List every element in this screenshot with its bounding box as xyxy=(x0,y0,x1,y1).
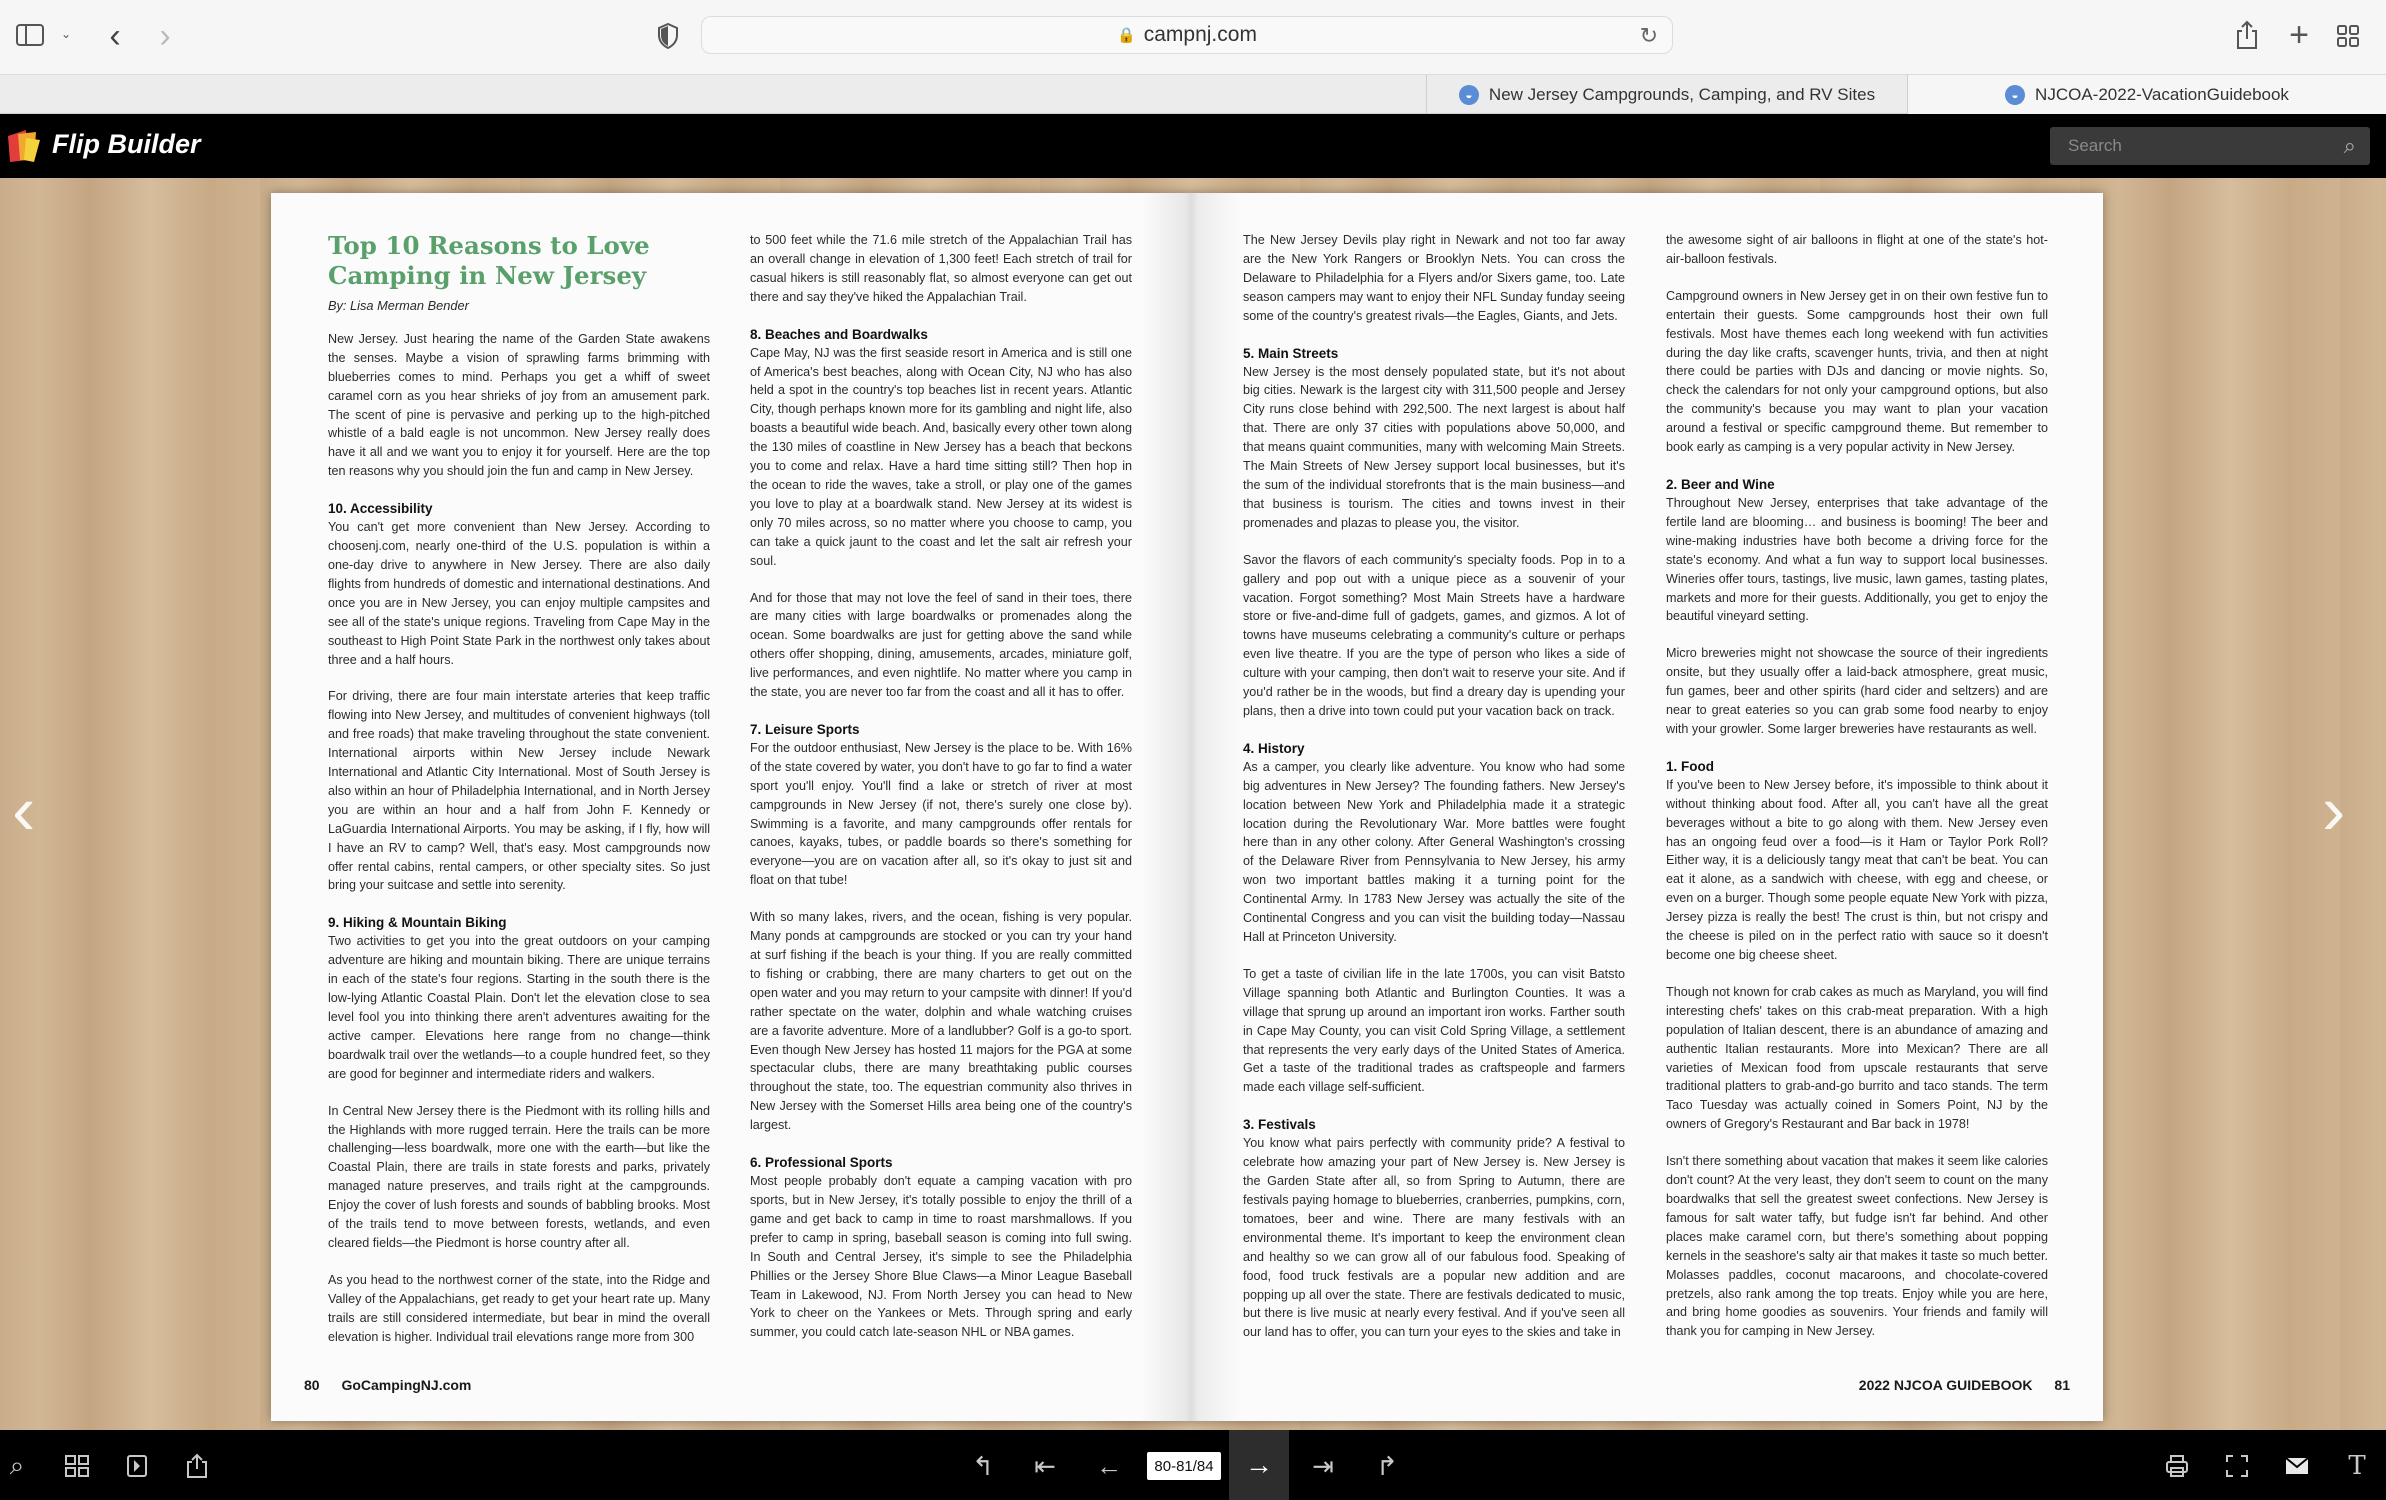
article-paragraph: You can't get more convenient than New Jersey. According to choosenj.com, nearly one-third of the U.S. population is within a one-day drive to anywhere in New Jersey. There are also daily flights from hundreds of domestic and international destinations. And once you are in New Jersey, you can enjoy multiple campsites and see all of the state's unique regions. Traveling from Cape May in the southeast to High Point State Park in the northwest only takes about three and a half hours. xyxy=(328,520,710,667)
left-page-footer xyxy=(304,1377,471,1393)
article-paragraph: And for those that may not love the feel of sand in their toes, there are many cities with large boardwalks or promenades along the ocean. Some boardwalks are just for getting above the sand while others offer shopping, dining, amusements, arcades, miniature golf, live performances, and even nightlife. No matter where you camp in the state, you are never too far from the coast and all it has to offer. xyxy=(750,590,1132,700)
forward-icon[interactable]: › xyxy=(159,16,171,55)
article-paragraph: In Central New Jersey there is the Piedmont with its rolling hills and the Highlands with more rugged terrain. Here the trails can be more challenging—less boardwalk, more one with the earth—but like the Coastal Plain, there are trails in state forests and parks, privately managed nature preserves, and trails right at the campgrounds. Enjoy the cover of lush forests and sounds of babbling brooks. Most of the trails tend to move between forests, wetlands, and even cleared fields—the Piedmont is horse country after all. xyxy=(328,1103,710,1250)
new-tab-icon[interactable]: + xyxy=(2289,15,2309,54)
article-paragraph: Most people probably don't equate a camping vacation with pro sports, but in New Jersey, it's totally possible to enjoy the thrill of a game and get back to camp in time to roast marshmallows. If you prefer to camp in spring, baseball season is coming into full swing. In South and Central Jersey, it's simple to see the Philadelphia Phillies or the Jersey Shore Blue Claws—a Minor League Baseball Team in Lakewood, NJ. From North Jersey you can head to New York to cheer on the Yankees or Mets. Through spring and early summer, you could catch late-season NHL or NBA games. xyxy=(750,1174,1132,1340)
next-page-arrow-icon[interactable]: › xyxy=(2322,771,2346,849)
first-page-icon[interactable]: ⇤ xyxy=(1034,1450,1056,1481)
article-paragraph: the awesome sight of air balloons in flight at one of the state's hot-air-balloon festivals. xyxy=(1666,233,2048,266)
next-page-button[interactable]: → xyxy=(1229,1430,1289,1500)
url-text: campnj.com xyxy=(1143,23,1257,46)
article-paragraph: You know what pairs perfectly with community pride? A festival to celebrate how amazing your part of New Jersey is. New Jersey is the Garden State after all, so from Spring to Autumn, there are festivals paying homage to blueberries, cranberries, pumpkins, corn, tomatoes, beer and wine. There are many festivals with an environmental theme. It's important to keep the environment clean and healthy so we can grow all of our fabulous food. Speaking of food, food truck festivals are a popular new addition and are popping up all over the state. There are festivals dedicated to music, but there is live music at nearly every festival. And if you've seen all our land has to offer, you can turn your eyes to the skies and take in xyxy=(1243,1136,1625,1340)
article-paragraph: Micro breweries might not showcase the source of their ingredients onsite, but they usually offer a laid-back atmosphere, great music, fun games, beer and other spirits (hard cider and seltzers) and are near to great eateries so you can grab some food nearby to enjoy with your growler. Some larger breweries have restaurants as well. xyxy=(1666,646,2048,736)
tab-bar xyxy=(0,74,2386,114)
right-footer-guide: 2022 NJCOA GUIDEBOOK xyxy=(1858,1377,2033,1393)
share-icon[interactable] xyxy=(180,1450,214,1482)
column-2 xyxy=(750,231,1132,1360)
left-page-number: 80 xyxy=(304,1377,320,1393)
article-byline: By: Lisa Merman Bender xyxy=(328,298,469,313)
section-heading: 4. History xyxy=(1243,740,1305,756)
tab-overview-icon[interactable] xyxy=(2334,22,2362,50)
article-paragraph: New Jersey is the most densely populated state, but it's not about big cities. Newark is the largest city with 311,500 people and Jersey City runs close behind with 292,500. The next largest is about half that. There are only 37 cities with populations above 50,000, and that means quaint communities, many with welcoming Main Streets. The Main Streets of New Jersey support local businesses, but it's the sum of the individual storefronts that is the main business—and that business is tourism. The cities and towns invest in their promenades and plazas to please you, the visitor. xyxy=(1243,364,1625,530)
article-paragraph: As you head to the northwest corner of the state, into the Ridge and Valley of the Appalachians, get ready to get your heart rate up. Many trails are still considered intermediate, but bear in mind the overall elevation is higher. Individual trail elevations range more from 300 xyxy=(328,1272,711,1344)
article-paragraph: Though not known for crab cakes as much as Maryland, you will find interesting chefs' takes on this crab-meat preparation. With a high population of Italian descent, there is an abundance of amazing and authentic Italian restaurants. More into Mexican? There are all varieties of Mexican food from upscale restaurants that serve traditional platters to grab-and-go burrito and taco stands. The term Taco Tuesday was actually coined in Somers Point, NJ by the owners of Gregory's Restaurant and Bar back in 1978! xyxy=(1666,984,2048,1132)
search-icon[interactable]: ⌕ xyxy=(2343,133,2356,158)
previous-page-icon[interactable]: ← xyxy=(1096,1450,1122,1481)
section-heading: 10. Accessibility xyxy=(328,501,433,517)
section-heading: 8. Beaches and Boardwalks xyxy=(750,326,928,342)
tab-guidebook[interactable] xyxy=(1908,75,2386,114)
section-heading: 5. Main Streets xyxy=(1243,345,1339,361)
page-indicator[interactable]: 80-81/84 xyxy=(1147,1452,1221,1480)
tab-campgrounds[interactable] xyxy=(1426,75,1908,114)
section-heading: 3. Festivals xyxy=(1243,1117,1316,1133)
column-4 xyxy=(1666,231,2048,1359)
search-placeholder: Search xyxy=(2068,136,2122,155)
flipbuilder-logo-icon xyxy=(4,126,40,162)
right-page-number: 81 xyxy=(2054,1377,2070,1393)
article-paragraph: Isn't there something about vacation that makes it seem like calories don't count? At the very least, they don't seem to count on the many boardwalks that sell the greatest sweet confections. New Jersey is famous for salt water taffy, but fudge isn't far behind. And other places make caramel corn, but there's something about popping kernels in the seashore's salty air that makes it taste so much better. Molasses paddles, coconut macaroons, and chocolate-covered pretzels, also rank among the top treats. Enjoy while you are here, and bring home goodies as souvenirs. Your friends and family will thank you for camping in New Jersey. xyxy=(1666,1154,2048,1339)
left-footer-site: GoCampingNJ.com xyxy=(341,1377,472,1393)
article-paragraph: To get a taste of civilian life in the late 1700s, you can visit Batsto Village spanning both Atlantic and Burlington Counties. It was a village that sprung up around an important iron works. Farther south in Cape May County, you can visit Cold Spring Village, a settlement that represents the very early days of the United States of America. Get a taste of the traditional trades as craftspeople and farmers made each village self-sufficient. xyxy=(1243,966,1625,1095)
column-1 xyxy=(328,231,710,1365)
bookmark-icon[interactable] xyxy=(120,1450,154,1482)
flipbuilder-header xyxy=(0,114,2386,178)
thumbnails-icon[interactable] xyxy=(60,1450,94,1482)
flip-forward-icon[interactable]: ↱ xyxy=(1376,1450,1398,1481)
reload-icon[interactable]: ↻ xyxy=(1639,23,1658,48)
article-paragraph: For driving, there are four main interstate arteries that keep traffic flowing into New Jersey, and multitudes of convenient highways (toll and free roads) that make traveling throughout the state convenient. International airports within New Jersey include Newark International and Atlantic City International. Most of South Jersey is also within an hour of Philadelphia International, and in North Jersey you are within an hour and a half from John F. Kennedy or LaGuardia International Airports. You may be asking, if I fly, how will I have an RV to camp? Well, that's easy. Most campgrounds now offer rental cabins, rental campers, or other specialty sites. So just bring your suitcase and settle into serenity. xyxy=(328,689,710,893)
lock-icon: 🔒 xyxy=(1117,27,1136,44)
section-heading: 7. Leisure Sports xyxy=(750,721,860,737)
flipbuilder-logo-text: Flip Builder xyxy=(52,128,201,159)
reader-bottom-bar xyxy=(0,1430,2386,1500)
flip-back-icon[interactable]: ↰ xyxy=(972,1450,994,1481)
back-icon[interactable]: ‹ xyxy=(109,16,121,55)
email-icon[interactable] xyxy=(2280,1450,2314,1482)
article-paragraph: As a camper, you clearly like adventure. You know who had some big adventures in New Jersey? The founding fathers. New Jersey's location between New York and Philadelphia made it a strategic location during the Revolutionary War. More battles were fought here than in any other colony. After General Washington's crossing of the Delaware River from Pennsylvania to New Jersey, his army won two important battles making it a turning point for the Continental Army. In 1783 New Jersey was actually the site of the Continental Congress and you can visit the building today—Nassau Hall at Princeton University. xyxy=(1243,759,1625,944)
chevron-down-icon[interactable]: ⌄ xyxy=(60,27,72,41)
zoom-icon[interactable]: ⌕ xyxy=(9,1450,25,1480)
article-paragraph: New Jersey. Just hearing the name of the Garden State awakens the senses. Maybe a vision of sprawling farms brimming with blueberries comes to mind. Perhaps you get a whiff of sweet caramel corn as you hear shrieks of joy from an amusement park. The scent of pine is pervasive and perking up to the high-pitched whistle of a bald eagle is not uncommon. New Jersey really does have it all and we want you to enjoy it for yourself. Here are the top ten reasons why you should join the fun and camp in New Jersey. xyxy=(328,331,710,479)
privacy-shield-icon[interactable] xyxy=(654,22,682,50)
sidebar-toggle-icon[interactable] xyxy=(14,22,46,48)
article-paragraph: Throughout New Jersey, enterprises that take advantage of the fertile land are blooming… and business is booming! The beer and wine-making industries have both become a driving force for the state's economy. And what a fun way to support local businesses. Wineries offer tours, tastings, live music, lawn games, tasting plates, markets and more for their guests. Additionally, you get to enjoy the beautiful vineyard setting. xyxy=(1666,495,2048,624)
article-paragraph: Campground owners in New Jersey get in on their own festive fun to entertain their guests. Some campgrounds host their own full festivals. Most have themes each long weekend with fun activities during the day like crafts, scavenger hunts, trivia, and then at night there could be parties with DJs and dancing or movie nights. So, check the calendars for not only your campground options, but also the community's because you may want to plan your vacation around a festival or specific campground theme. But remember to book early as camping is a very popular activity in New Jersey. xyxy=(1666,288,2048,455)
section-heading: 2. Beer and Wine xyxy=(1666,476,1775,492)
article-paragraph: For the outdoor enthusiast, New Jersey is the place to be. With 16% of the state covered by water, you don't have to go far to find a water sport you'll enjoy. You'll find a lake or stretch of river at most campgrounds in New Jersey (if not, there's surely one close by). Swimming is a favorite, and many campgrounds offer rentals for canoes, kayaks, tubes, or paddle boards so there's something for everyone—you are on vacation after all, so it's okay to just sit and float on that tube! xyxy=(750,740,1132,888)
right-page-footer xyxy=(1859,1377,2070,1393)
site-favicon-icon: ◒ xyxy=(1459,85,1479,105)
address-bar[interactable] xyxy=(701,16,1673,54)
fullscreen-icon[interactable] xyxy=(2220,1450,2254,1482)
search-input[interactable] xyxy=(2050,127,2370,165)
article-paragraph: to 500 feet while the 71.6 mile stretch of the Appalachian Trail has an overall change in elevation of 1,300 feet! Each stretch of trail for casual hikers is still reasonably flat, so almost everyone can get out there and say they've hiked the Appalachian Trail. xyxy=(750,233,1132,304)
article-paragraph: Cape May, NJ was the first seaside resort in America and is still one of America's best beaches, along with Ocean City, NJ who has also held a spot in the country's top beaches list in recent years. Atlantic City, though perhaps known more for its gambling and night life, also boasts a beautiful wide beach. And, basically every other town along the 130 miles of coastline in New Jersey has a beach that beckons you to come and relax. Have a hard time sitting still? Then hop in the ocean to ride the waves, take a stroll, or play one of the games you love to play at a boardwalk stand. New Jersey at its widest is only 70 miles across, so no matter where you choose to camp, you can take a quick jaunt to the coast and let the salt air refresh your soul. xyxy=(750,345,1132,568)
section-heading: 9. Hiking & Mountain Biking xyxy=(328,915,507,931)
section-heading: 1. Food xyxy=(1666,758,1714,774)
tab-label: NJCOA-2022-VacationGuidebook xyxy=(2035,84,2289,104)
site-favicon-icon: ◒ xyxy=(2005,85,2025,105)
flipbuilder-logo[interactable] xyxy=(4,126,201,162)
article-paragraph: The New Jersey Devils play right in Newark and not too far away are the New York Rangers or Brooklyn Nets. You can cross the Delaware to Philadelphia for a Flyers and/or Sixers game, too. Late season campers may want to enjoy their NFL Sunday funday seeing some of the country's greatest rivals—the Eagles, Giants, and Jets. xyxy=(1243,233,1625,323)
browser-toolbar xyxy=(0,0,2386,74)
article-paragraph: Two activities to get you into the great outdoors on your camping adventure are hiking and mountain biking. There are unique terrains in each of the state's four regions. Starting in the south there is the low-lying Atlantic Coastal Plain. Don't let the elevation close to sea level fool you into thinking there aren't adventures awaiting for the active camper. Elevations here range from no change—think boardwalk trail over the wetlands—to a couple hundred feet, so they are good for beginner and intermediate riders and walkers. xyxy=(328,934,710,1081)
article-paragraph: With so many lakes, rivers, and the ocean, fishing is very popular. Many ponds at campgrounds are stocked or you can try your hand at surf fishing if the beach is your thing. If you are really committed to fishing or crabbing, there are many charters to get out on the open water and you may return to your campsite with dinner! If you'd rather spectate on the water, dolphin and whale watching cruises are a favorite adventure. More of a landlubber? Golf is a go-to sport. Even though New Jersey has hosted 11 majors for the PGA at some spectacular clubs, there are many breathtaking public courses throughout the state, too. The equestrian community also thrives in New Jersey with the Somerset Hills area being one of the country's largest. xyxy=(750,910,1132,1133)
text-icon[interactable]: T xyxy=(2348,1451,2366,1481)
prev-page-arrow-icon[interactable]: ‹ xyxy=(12,771,36,849)
share-icon[interactable] xyxy=(2232,18,2262,52)
last-page-icon[interactable]: ⇥ xyxy=(1312,1450,1334,1481)
print-icon[interactable] xyxy=(2160,1450,2194,1482)
article-paragraph: Savor the flavors of each community's specialty foods. Pop in to a gallery and pop out with a unique piece as a souvenir of your vacation. Forgot something? Most Main Streets have a hardware store or five-and-dime full of gadgets, games, and gizmos. A lot of towns have museums celebrating a community's culture or perhaps even live theatre. If you are the type of person who likes a side of culture with your camping, then don't wait to reserve your site. And if you'd rather be in the woods, but find a dreary day is upending your plans, then a drive into town could put your vacation back on track. xyxy=(1243,552,1625,718)
article-title: Top 10 Reasons to Love Camping in New Jersey xyxy=(328,231,650,290)
book-spread xyxy=(271,193,2103,1421)
book-gutter xyxy=(1141,193,1241,1421)
column-3 xyxy=(1243,231,1625,1360)
section-heading: 6. Professional Sports xyxy=(750,1155,893,1171)
article-paragraph: If you've been to New Jersey before, it's impossible to think about it without thinking about food. After all, you can't have all the great beverages without a bite to go along with them. New Jersey even has an ongoing feud over a food—is it Ham or Taylor Pork Roll? Either way, it is a deliciously tangy meat that can't be beat. You can eat it alone, as a sandwich with cheese, with egg and cheese, or even on a burger. Though some people equate New York with pizza, Jersey pizza is really the best! The crust is thin, but not crispy and the cheese is piled on in the perfect ratio with sauce so it doesn't become one big cheese sheet. xyxy=(1666,777,2048,962)
tab-label: New Jersey Campgrounds, Camping, and RV Sites xyxy=(1488,84,1876,104)
